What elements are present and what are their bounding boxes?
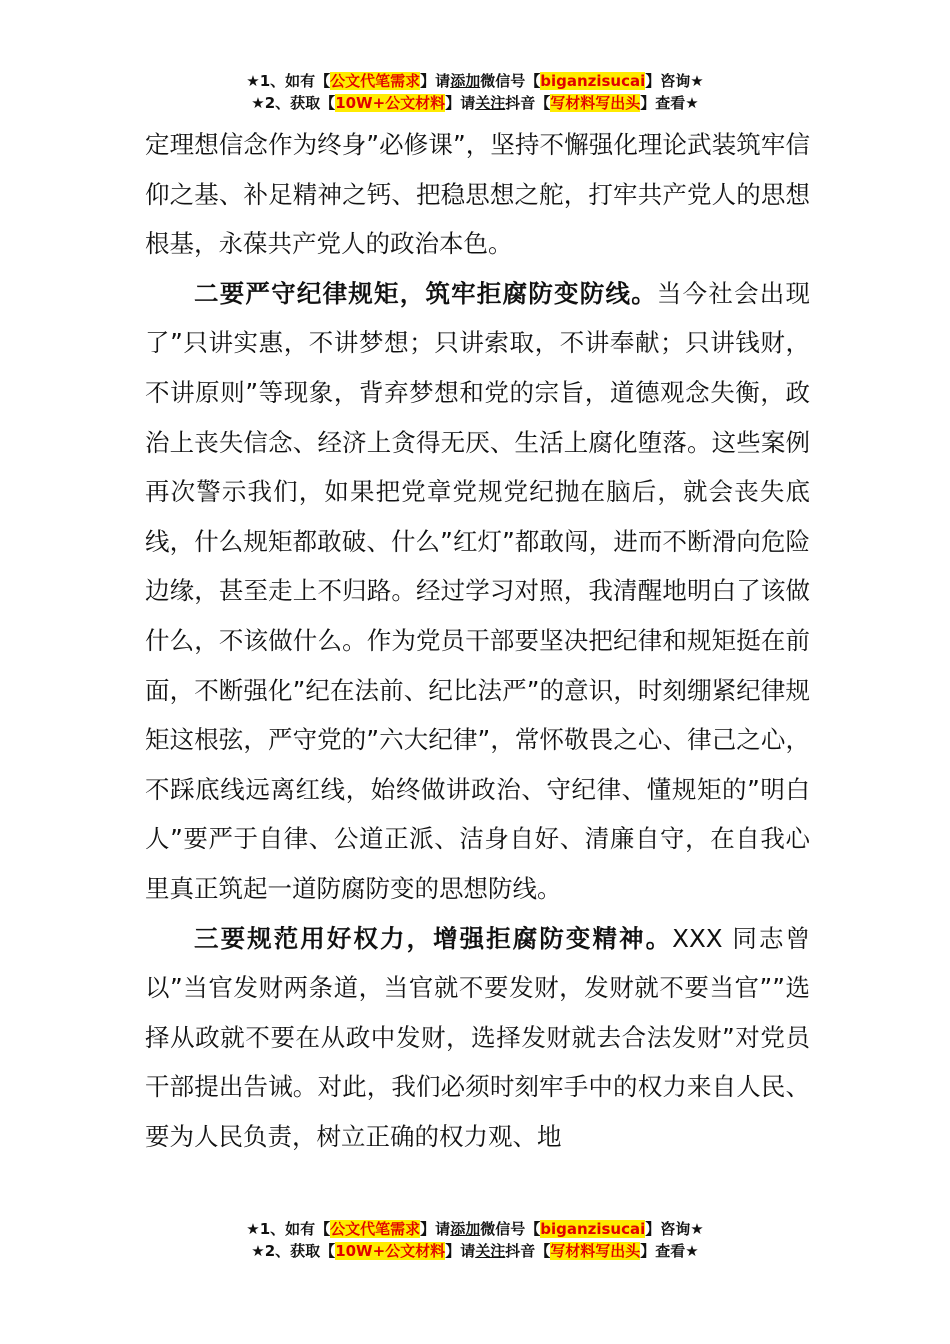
banner-line-2: ★2、获取【10W+公文材料】请关注抖音【写材料写出头】查看★	[251, 1242, 699, 1260]
paragraph-3-heading: 三要规范用好权力，增强拒腐防变精神。	[194, 923, 673, 953]
paragraph-2	[145, 269, 810, 914]
paragraph-2-heading: 二要严守纪律规矩，筑牢拒腐防变防线。	[194, 278, 657, 308]
header-banner	[0, 70, 950, 114]
paragraph-2-text: 当今社会出现了”只讲实惠，不讲梦想；只讲索取，不讲奉献；只讲钱财，不讲原则”等现象，背弃梦想和党的宗旨，道德观念失衡，政治上丧失信念、经济上贪得无厌、生活上腐化堕落。这些案例再次警示我们，如果把党章党规党纪抛在脑后，就会丧失底线，什么规矩都敢破、什么”红灯”都敢闯，进而不断滑向危险边缘，甚至走上不归路。经过学习对照，我清醒地明白了该做什么，不该做什么。作为党员干部要坚决把纪律和规矩挺在前面，不断强化”纪在法前、纪比法严”的意识，时刻绷紧纪律规矩这根弦，严守党的”六大纪律”，常怀敬畏之心、律己之心，不踩底线远离红线，始终做讲政治、守纪律、懂规矩的”明白人”要严于自律、公道正派、洁身自好、清廉自守，在自我心里真正筑起一道防腐防变的思想防线。	[145, 278, 811, 903]
footer-banner	[0, 1218, 950, 1262]
paragraph-1: 定理想信念作为终身”必修课”，坚持不懈强化理论武装筑牢信仰之基、补足精神之钙、把稳思想之舵，打牢共产党人的思想根基，永葆共产党人的政治本色。	[145, 130, 810, 259]
highlight-douyin-account: 写材料写出头	[550, 94, 641, 112]
banner-line-1: ★1、如有【公文代笔需求】请添加微信号【biganzisucai】咨询★	[246, 72, 704, 90]
document-body	[145, 120, 810, 1161]
highlight-materials: 10W+公文材料	[335, 94, 446, 112]
highlight-service: 公文代笔需求	[330, 72, 421, 90]
highlight-douyin-account: 写材料写出头	[550, 1242, 641, 1260]
paragraph-3	[145, 914, 810, 1162]
highlight-wechat-id: biganzisucai	[540, 72, 646, 90]
highlight-wechat-id: biganzisucai	[540, 1220, 646, 1238]
highlight-service: 公文代笔需求	[330, 1220, 421, 1238]
highlight-materials: 10W+公文材料	[335, 1242, 446, 1260]
paragraph-3-text: XXX 同志曾以”当官发财两条道，当官就不要发财，发财就不要当官””选择从政就不要在从政中发财，选择发财就去合法发财”对党员干部提出告诫。对此，我们必须时刻牢手中的权力来自人民、要为人民负责，树立正确的权力观、地	[145, 923, 811, 1151]
banner-line-1: ★1、如有【公文代笔需求】请添加微信号【biganzisucai】咨询★	[246, 1220, 704, 1238]
banner-line-2: ★2、获取【10W+公文材料】请关注抖音【写材料写出头】查看★	[251, 94, 699, 112]
